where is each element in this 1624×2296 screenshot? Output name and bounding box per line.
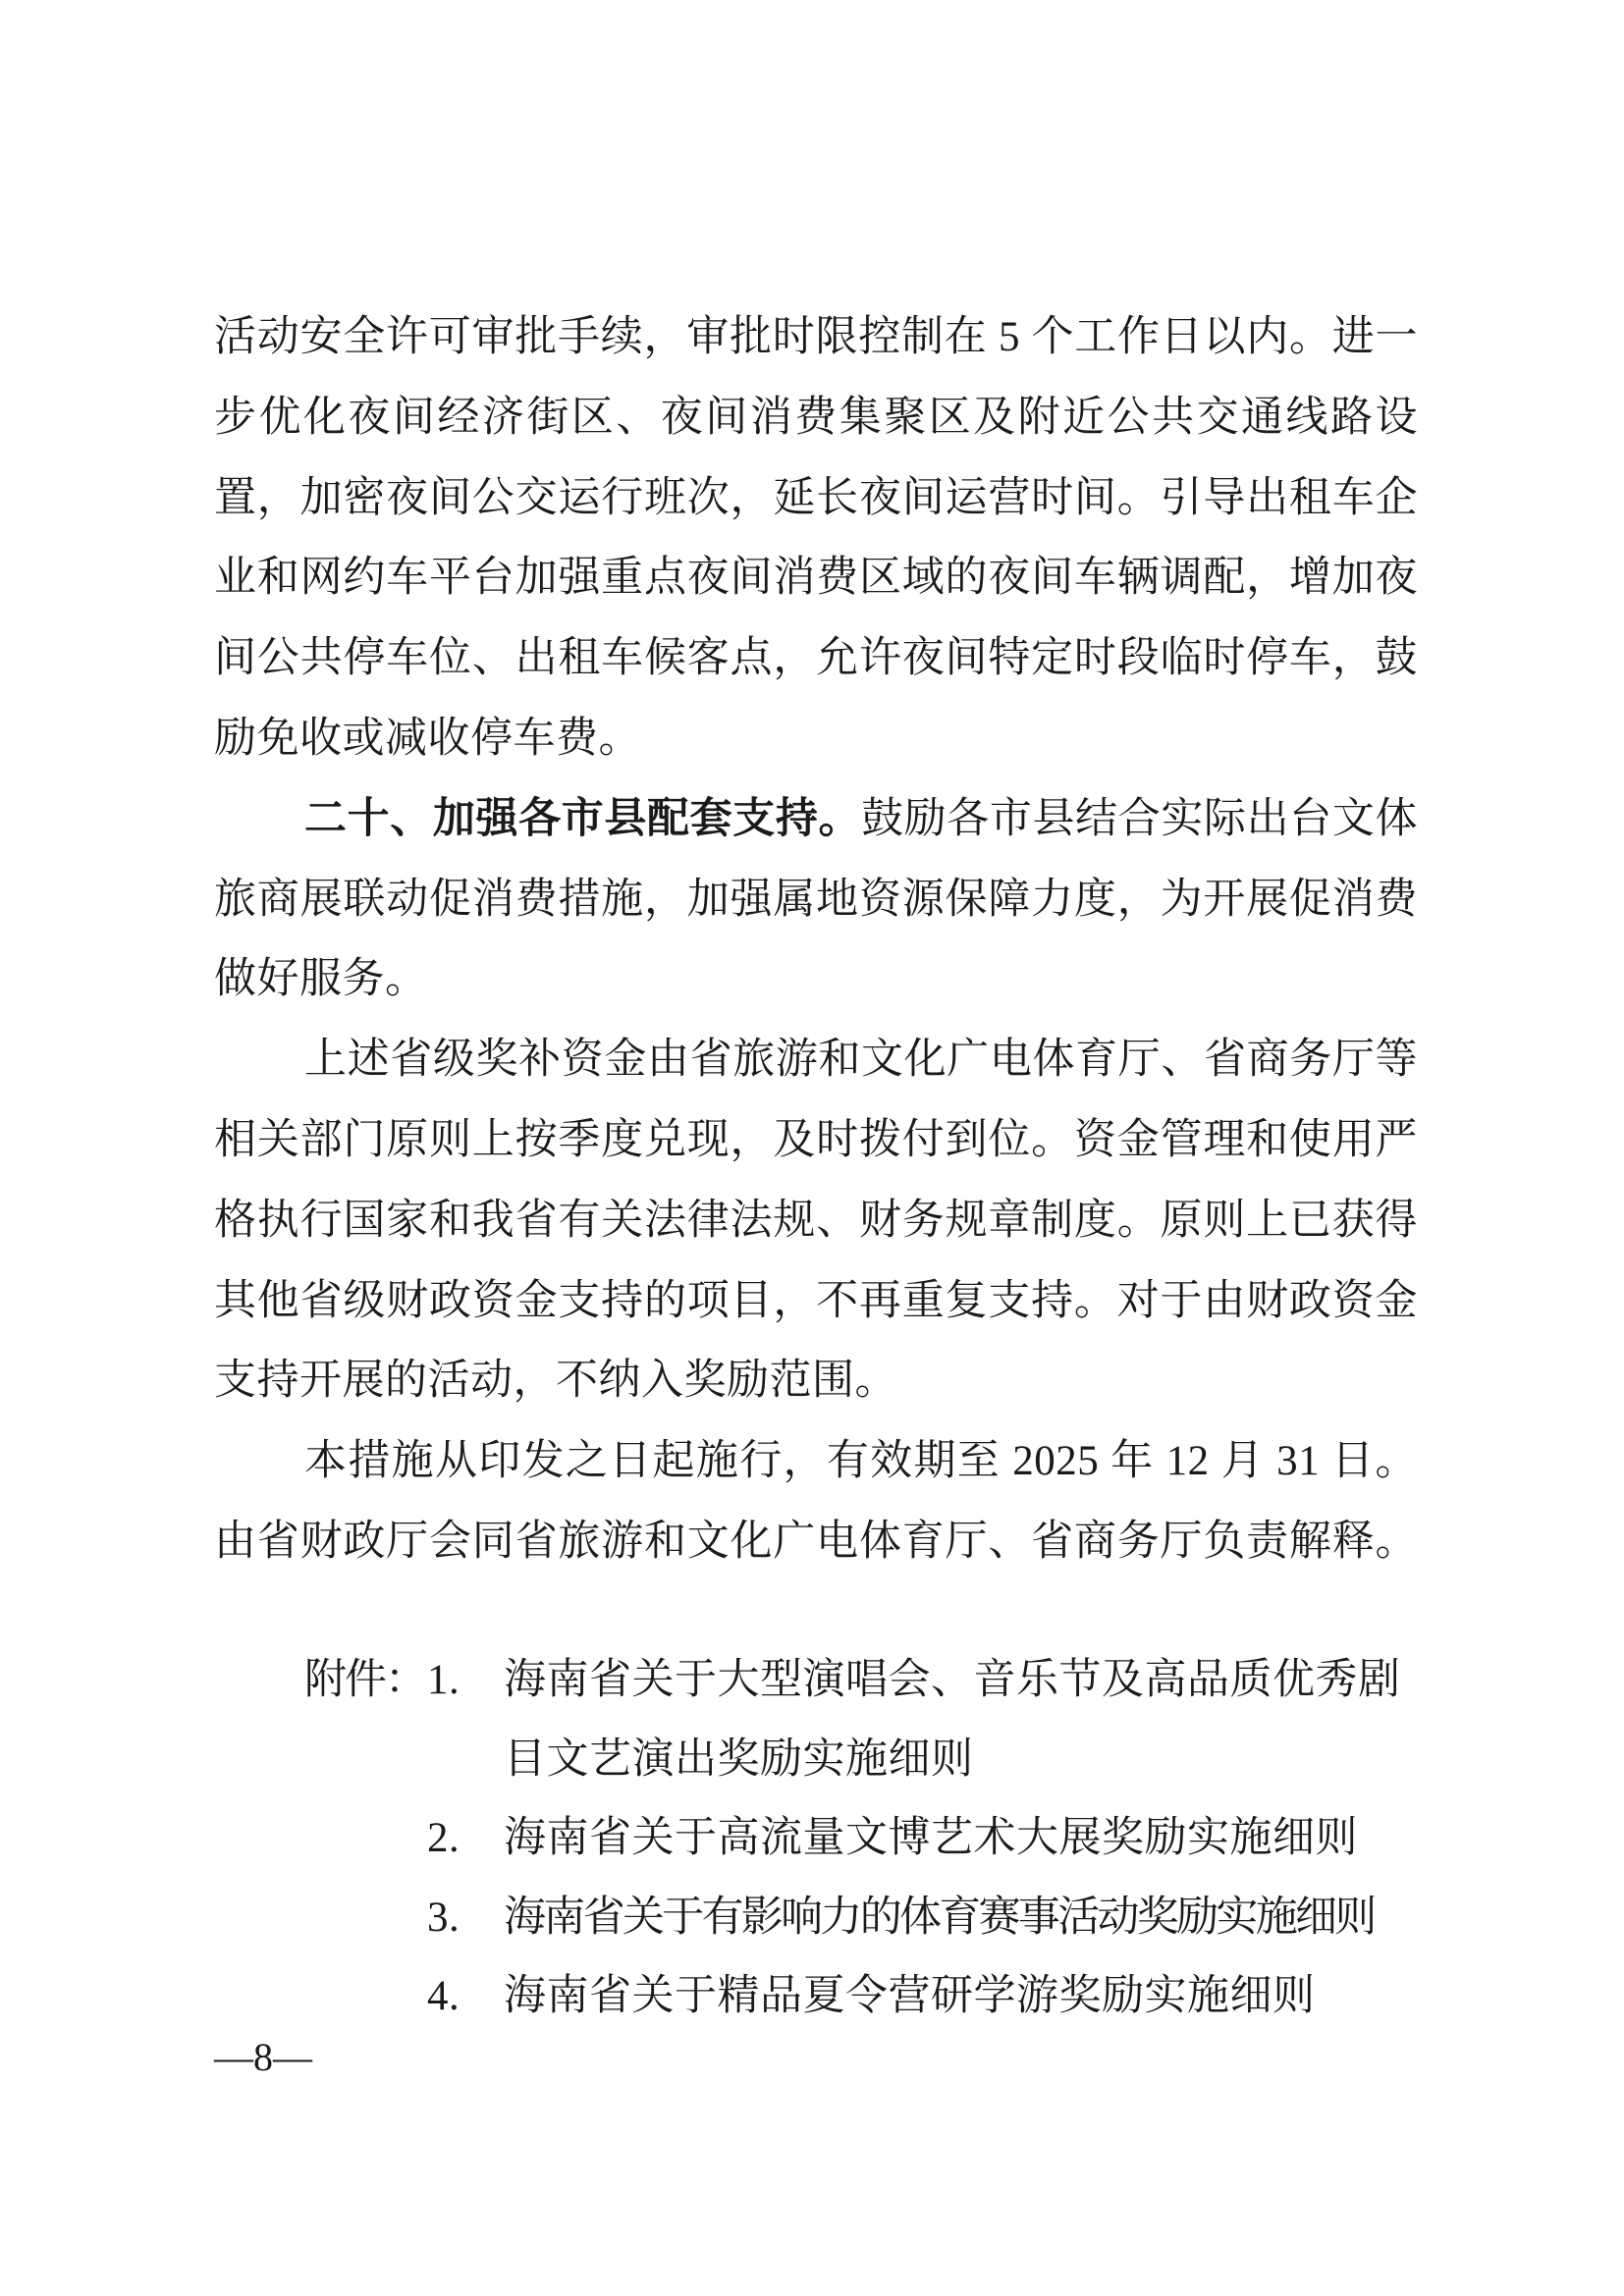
attachment-item-number: 2.: [427, 1815, 460, 1861]
body-line: [214, 1261, 1418, 1342]
line-text: 相关部门原则上按季度兑现，及时拨付到位。资金管理和使用严: [214, 1116, 1418, 1163]
line-text: 鼓励各市县结合实际出台文体: [861, 795, 1419, 842]
attachment-item-number: 4.: [427, 1973, 460, 2019]
attachment-item-title: 海南省关于精品夏令营研学游奖励实施细则: [504, 1973, 1316, 2019]
line-text: 格执行国家和我省有关法律法规、财务规章制度。原则上已获得: [214, 1197, 1418, 1244]
line-text: 置，加密夜间公交运行班次，延长夜间运营时间。引导出租车企: [214, 474, 1418, 521]
line-text: 上述省级奖补资金由省旅游和文化广电体育厅、省商务厅等: [304, 1037, 1418, 1084]
body-line: [214, 1181, 1418, 1261]
line-text: 间公共停车位、出租车候客点，允许夜间特定时段临时停车，鼓: [214, 635, 1418, 682]
body-line: [214, 458, 1418, 539]
body-line: [214, 1502, 1418, 1582]
attachment-item-title: 海南省关于大型演唱会、音乐节及高品质优秀剧: [504, 1657, 1401, 1703]
line-text: 由省财政厅会同省旅游和文化广电体育厅、省商务厅负责解释。: [214, 1518, 1418, 1565]
attachment-row: [214, 1641, 1490, 1721]
line-text: 做好服务。: [214, 956, 428, 1003]
attachment-item-number: 3.: [427, 1894, 460, 1941]
body-line: [214, 1421, 1418, 1502]
section-heading: 二十、加强各市县配套支持。: [304, 794, 862, 842]
body-line: [214, 378, 1418, 458]
line-text: 业和网约车平台加强重点夜间消费区域的夜间车辆调配，增加夜: [214, 555, 1418, 602]
line-text: 支持开展的活动，不纳入奖励范围。: [214, 1358, 897, 1405]
body-line: [214, 538, 1418, 618]
attachment-item-title: 海南省关于高流量文博艺术大展奖励实施细则: [504, 1815, 1358, 1861]
body-line: [214, 939, 1418, 1020]
line-text: 旅商展联动促消费措施，加强属地资源保障力度，为开展促消费: [214, 876, 1418, 923]
body-line: [214, 860, 1418, 940]
line-text: 本措施从印发之日起施行，有效期至 2025 年 12 月 31 日。: [304, 1438, 1418, 1485]
attachment-item-title: 目文艺演出奖励实施细则: [504, 1735, 974, 1783]
body-text: [214, 297, 1418, 1582]
body-line: [214, 1020, 1418, 1100]
attachment-row: [214, 1879, 1490, 1958]
attachments-list: [214, 1641, 1490, 2037]
body-line: [214, 1341, 1418, 1421]
body-line: [214, 699, 1418, 779]
page-number: —8—: [214, 2035, 312, 2079]
body-line: [214, 618, 1418, 699]
attachment-row: [214, 1957, 1490, 2037]
body-line: [214, 1100, 1418, 1181]
line-text: 励免收或减收停车费。: [214, 715, 641, 762]
attachment-row: [214, 1721, 1490, 1800]
line-text: 活动安全许可审批手续，审批时限控制在 5 个工作日以内。进一: [214, 314, 1418, 360]
attachment-item-number: 1.: [427, 1657, 460, 1703]
attachment-item-title: 海南省关于有影响力的体育赛事活动奖励实施细则: [504, 1894, 1375, 1941]
attachment-row: [214, 1799, 1490, 1879]
line-text: 其他省级财政资金支持的项目，不再重复支持。对于由财政资金: [214, 1277, 1418, 1324]
line-text: 步优化夜间经济街区、夜间消费集聚区及附近公共交通线路设: [214, 394, 1418, 441]
attachments-label: 附件：: [304, 1657, 425, 1703]
body-line: [214, 297, 1418, 378]
body-line: [214, 779, 1418, 860]
